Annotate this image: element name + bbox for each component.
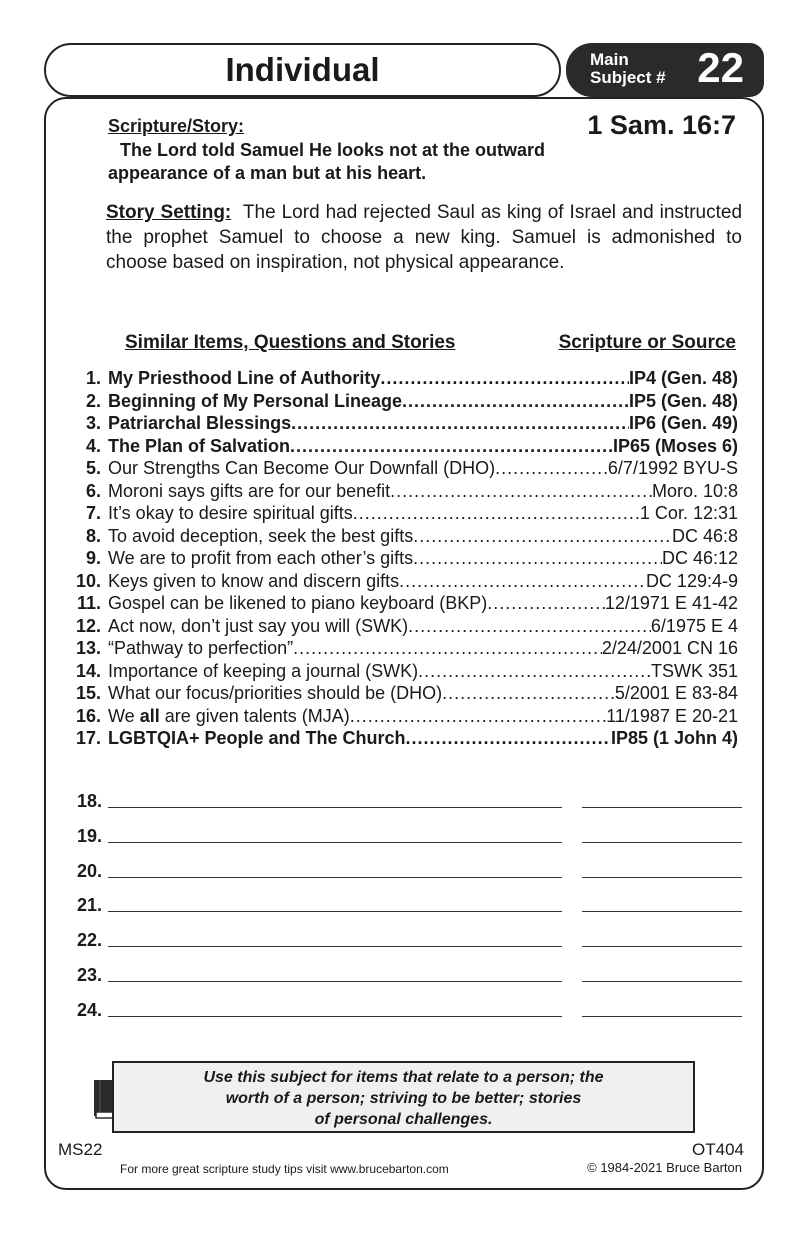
item-text: “Pathway to perfection”: [108, 638, 294, 658]
blank-row: [66, 857, 742, 892]
blank-row: [66, 926, 742, 961]
item-number: 9.: [85, 548, 101, 568]
column-heading-source: Scripture or Source: [558, 332, 736, 353]
list-item: [66, 728, 738, 751]
dot-leader: [442, 683, 615, 704]
dot-leader: [350, 706, 606, 727]
dot-leader: [406, 728, 611, 749]
item-text: My Priesthood Line of Authority: [108, 368, 381, 388]
list-item: [66, 616, 738, 639]
footer-copyright: © 1984-2021 Bruce Barton: [587, 1160, 742, 1175]
blank-row-number: 20.: [76, 860, 102, 881]
item-source: Moro. 10:8: [651, 480, 738, 501]
list-item: [66, 706, 738, 729]
item-source: TSWK 351: [650, 660, 738, 681]
dot-leader: [390, 481, 652, 502]
list-item: [66, 548, 738, 571]
list-item: [66, 526, 738, 549]
blank-row-number: 21.: [76, 895, 102, 916]
item-number: 8.: [85, 525, 101, 546]
item-source: DC 46:8: [671, 525, 738, 546]
item-text: We all are given talents (MJA): [108, 705, 350, 726]
list-item: [66, 593, 738, 616]
list-item: [66, 436, 738, 459]
item-number: 15.: [75, 683, 101, 703]
blank-item-line: [108, 807, 562, 808]
item-text: To avoid deception, seek the best gifts: [108, 525, 414, 546]
item-text: Our Strengths Can Become Our Downfall (DHO): [108, 458, 496, 478]
item-text: Importance of keeping a journal (SWK): [108, 660, 419, 681]
item-number: 14.: [75, 660, 101, 681]
footer-right-code: OT404: [692, 1140, 744, 1159]
dot-leader: [290, 436, 613, 457]
scripture-reference: 1 Sam. 16:7: [587, 110, 736, 140]
blank-source-line: [582, 981, 742, 982]
blank-row-number: 23.: [76, 964, 102, 985]
list-item: [66, 413, 738, 436]
dot-leader: [413, 526, 672, 547]
item-source: 12/1971 E 41-42: [604, 593, 738, 613]
item-number: 4.: [85, 435, 101, 456]
item-source: 5/2001 E 83-84: [614, 683, 738, 703]
item-text: LGBTQIA+ People and The Church: [108, 728, 406, 748]
item-number: 16.: [75, 705, 101, 726]
item-text: Act now, don’t just say you will (SWK): [108, 615, 409, 636]
dot-leader: [380, 368, 629, 389]
blank-row-number: 24.: [76, 999, 102, 1020]
blank-row-number: 18.: [76, 791, 102, 811]
item-text: Keys given to know and discern gifts: [108, 570, 400, 591]
list-item: [66, 638, 738, 661]
item-text: We are to profit from each other’s gifts: [108, 548, 414, 568]
blank-row: [66, 996, 742, 1031]
blank-source-line: [582, 946, 742, 947]
blank-row: [66, 961, 742, 996]
column-heading-items: Similar Items, Questions and Stories: [125, 332, 456, 353]
item-source: 6/7/1992 BYU-S: [607, 458, 738, 478]
list-item: [66, 391, 738, 414]
item-source: IP6 (Gen. 49): [628, 413, 738, 433]
item-text: Beginning of My Personal Lineage: [108, 390, 403, 411]
blank-item-line: [108, 911, 562, 912]
blank-item-line: [108, 1016, 562, 1017]
footer-website-text: For more great scripture study tips visit www.brucebarton.com: [120, 1162, 449, 1176]
item-text: What our focus/priorities should be (DHO): [108, 683, 443, 703]
item-text: It’s okay to desire spiritual gifts: [108, 503, 353, 523]
item-source: IP85 (1 John 4): [610, 728, 738, 748]
blank-source-line: [582, 1016, 742, 1017]
blank-row-number: 22.: [76, 930, 102, 951]
dot-leader: [487, 593, 605, 614]
dot-leader: [399, 571, 646, 592]
blank-source-line: [582, 911, 742, 912]
subject-label: Main Subject #: [590, 50, 666, 87]
dot-leader: [293, 638, 602, 659]
item-number: 17.: [75, 728, 101, 748]
dot-leader: [413, 548, 662, 569]
story-setting-text: The Lord had rejected Saul as king of Israel and instructed the prophet Samuel to choose a new king. Samuel is admonished to choose based on inspiration, not physical appearance.: [106, 202, 743, 273]
list-item: [66, 683, 738, 706]
dot-leader: [402, 391, 629, 412]
blank-item-line: [108, 981, 562, 982]
blank-source-line: [582, 807, 742, 808]
dot-leader: [418, 661, 651, 682]
blank-row-number: 19.: [76, 825, 102, 846]
item-number: 13.: [75, 638, 101, 658]
page-title: Individual: [225, 51, 380, 88]
dot-leader: [353, 503, 640, 524]
blank-item-line: [108, 842, 562, 843]
item-number: 6.: [85, 480, 101, 501]
blank-item-line: [108, 946, 562, 947]
list-item: [66, 481, 738, 504]
item-number: 5.: [85, 458, 101, 478]
item-source: IP4 (Gen. 48): [628, 368, 738, 388]
item-source: IP5 (Gen. 48): [628, 390, 738, 411]
story-setting: [106, 200, 742, 275]
subject-badge: [566, 43, 764, 97]
blank-row: [66, 787, 742, 822]
dot-leader: [291, 413, 629, 434]
item-text: Patriarchal Blessings: [108, 413, 292, 433]
dot-leader: [495, 458, 608, 479]
blank-rows: [66, 787, 742, 1031]
usage-note: Use this subject for items that relate to a person; the worth of a person; striving to be better; stories of personal challenges.: [112, 1061, 695, 1133]
list-item: [66, 571, 738, 594]
item-text: Gospel can be likened to piano keyboard (BKP): [108, 593, 488, 613]
item-number: 12.: [75, 615, 101, 636]
list-item: [66, 503, 738, 526]
item-source: 1 Cor. 12:31: [639, 503, 738, 523]
item-number: 2.: [85, 390, 101, 411]
blank-source-line: [582, 877, 742, 878]
scripture-summary: The Lord told Samuel He looks not at the outward appearance of a man but at his heart.: [108, 140, 546, 183]
item-source: 11/1987 E 20-21: [606, 705, 738, 726]
dot-leader: [408, 616, 651, 637]
item-number: 10.: [75, 570, 101, 591]
item-number: 1.: [85, 368, 101, 388]
item-text: Moroni says gifts are for our benefit: [108, 480, 391, 501]
blank-row: [66, 822, 742, 857]
list-item: [66, 368, 738, 391]
item-number: 3.: [85, 413, 101, 433]
subject-number: 22: [697, 44, 744, 91]
items-list: [66, 368, 738, 751]
item-source: DC 46:12: [661, 548, 738, 568]
item-text: The Plan of Salvation: [108, 435, 291, 456]
item-source: IP65 (Moses 6): [612, 435, 738, 456]
item-source: 6/1975 E 4: [650, 615, 738, 636]
story-setting-label: Story Setting:: [106, 202, 232, 223]
item-source: 2/24/2001 CN 16: [601, 638, 738, 658]
item-number: 7.: [85, 503, 101, 523]
blank-item-line: [108, 877, 562, 878]
scripture-label: Scripture/Story:: [108, 116, 245, 136]
item-source: DC 129:4-9: [645, 570, 738, 591]
item-number: 11.: [76, 593, 101, 613]
blank-row: [66, 891, 742, 926]
blank-source-line: [582, 842, 742, 843]
footer-left-code: MS22: [58, 1140, 103, 1159]
list-item: [66, 458, 738, 481]
list-item: [66, 661, 738, 684]
title-pill: [44, 43, 561, 97]
